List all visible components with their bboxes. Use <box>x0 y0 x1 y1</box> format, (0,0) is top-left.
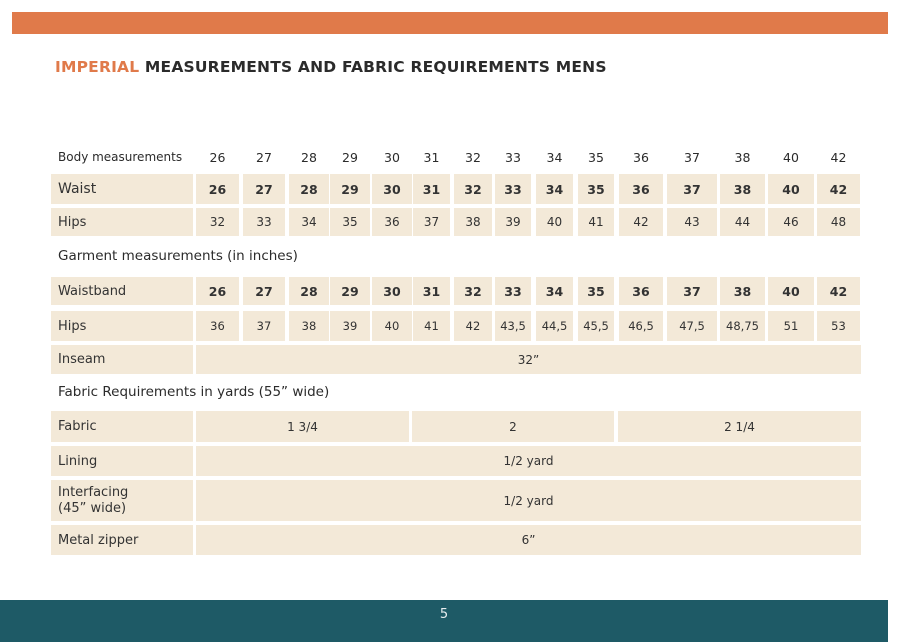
garment-hips-cell: 37 <box>243 311 285 341</box>
size-header: 36 <box>633 150 649 165</box>
body-hips-cell: 37 <box>413 208 450 236</box>
metal-zipper-label: Metal zipper <box>51 525 193 555</box>
title-rest: MEASUREMENTS AND FABRIC REQUIREMENTS MENS <box>139 58 607 76</box>
body-hips-cell: 46 <box>768 208 814 236</box>
body-hips-cell: 39 <box>495 208 531 236</box>
waistband-cell: 37 <box>667 277 717 305</box>
garment-hips-cell: 39 <box>330 311 370 341</box>
waistband-cell: 29 <box>330 277 370 305</box>
waist-cell: 28 <box>289 174 329 204</box>
body-hips-cell: 44 <box>720 208 765 236</box>
waist-cell: 29 <box>330 174 370 204</box>
waist-cell: 38 <box>720 174 765 204</box>
waistband-cell: 28 <box>289 277 329 305</box>
size-header: 33 <box>505 150 521 165</box>
body-hips-cell: 34 <box>289 208 329 236</box>
size-header: 29 <box>342 150 358 165</box>
size-header: 37 <box>684 150 700 165</box>
body-hips-cell: 36 <box>372 208 412 236</box>
waist-cell: 33 <box>495 174 531 204</box>
garment-hips-cell: 43,5 <box>495 311 531 341</box>
waist-cell: 32 <box>454 174 492 204</box>
size-header: 30 <box>384 150 400 165</box>
garment-hips-label: Hips <box>51 311 193 341</box>
lining-label: Lining <box>51 446 193 476</box>
title-accent: IMPERIAL <box>55 58 140 76</box>
waistband-cell: 34 <box>536 277 573 305</box>
interfacing-label: Interfacing (45” wide) <box>51 480 193 521</box>
waistband-cell: 33 <box>495 277 531 305</box>
fabric-label: Fabric <box>51 411 193 442</box>
waistband-cell: 26 <box>196 277 239 305</box>
waistband-cell: 30 <box>372 277 412 305</box>
garment-hips-cell: 51 <box>768 311 814 341</box>
lining-value: 1/2 yard <box>196 446 861 476</box>
size-header: 38 <box>734 150 751 165</box>
waistband-cell: 31 <box>413 277 450 305</box>
garment-hips-cell: 45,5 <box>578 311 614 341</box>
waistband-label: Waistband <box>51 277 193 305</box>
fabric-value: 2 <box>412 411 614 442</box>
metal-zipper-value: 6” <box>196 525 861 555</box>
waistband-cell: 35 <box>578 277 614 305</box>
garment-hips-cell: 46,5 <box>619 311 663 341</box>
waist-label: Waist <box>51 174 193 204</box>
page-title <box>55 58 607 76</box>
waist-cell: 37 <box>667 174 717 204</box>
footer-bar <box>0 600 888 642</box>
size-header: 31 <box>423 150 440 165</box>
garment-heading: Garment measurements (in inches) <box>58 248 298 264</box>
garment-hips-cell: 48,75 <box>720 311 765 341</box>
garment-hips-cell: 36 <box>196 311 239 341</box>
body-hips-cell: 32 <box>196 208 239 236</box>
waistband-cell: 36 <box>619 277 663 305</box>
body-hips-cell: 40 <box>536 208 573 236</box>
fabric-value: 2 1/4 <box>618 411 861 442</box>
waistband-cell: 40 <box>768 277 814 305</box>
size-header-row <box>51 150 861 168</box>
size-header: 26 <box>209 150 226 165</box>
waist-cell: 30 <box>372 174 412 204</box>
body-hips-cell: 43 <box>667 208 717 236</box>
size-header: 34 <box>546 150 563 165</box>
waist-cell: 42 <box>817 174 860 204</box>
garment-hips-cell: 38 <box>289 311 329 341</box>
size-header: 42 <box>830 150 847 165</box>
body-hips-cell: 35 <box>330 208 370 236</box>
fabric-heading: Fabric Requirements in yards (55” wide) <box>58 384 330 400</box>
top-accent-bar <box>12 12 888 34</box>
body-measurements-label: Body measurements <box>58 150 183 164</box>
size-header: 27 <box>256 150 272 165</box>
waist-cell: 34 <box>536 174 573 204</box>
waist-cell: 27 <box>243 174 285 204</box>
body-hips-label: Hips <box>51 208 193 236</box>
body-hips-cell: 33 <box>243 208 285 236</box>
garment-hips-cell: 47,5 <box>667 311 717 341</box>
inseam-value: 32” <box>196 345 861 374</box>
waistband-cell: 27 <box>243 277 285 305</box>
waistband-cell: 32 <box>454 277 492 305</box>
garment-hips-cell: 40 <box>372 311 412 341</box>
size-header: 35 <box>588 150 604 165</box>
garment-hips-cell: 41 <box>413 311 450 341</box>
page-number: 5 <box>439 607 449 622</box>
garment-hips-cell: 44,5 <box>536 311 573 341</box>
size-header: 32 <box>465 150 481 165</box>
size-header: 40 <box>783 150 799 165</box>
waist-cell: 31 <box>413 174 450 204</box>
waistband-cell: 42 <box>817 277 860 305</box>
waistband-cell: 38 <box>720 277 765 305</box>
fabric-value: 1 3/4 <box>196 411 409 442</box>
waist-cell: 26 <box>196 174 239 204</box>
body-hips-cell: 42 <box>619 208 663 236</box>
garment-hips-cell: 42 <box>454 311 492 341</box>
waist-cell: 35 <box>578 174 614 204</box>
interfacing-value: 1/2 yard <box>196 480 861 521</box>
body-hips-cell: 48 <box>817 208 860 236</box>
inseam-label: Inseam <box>51 345 193 374</box>
waist-cell: 40 <box>768 174 814 204</box>
size-header: 28 <box>301 150 317 165</box>
body-hips-cell: 38 <box>454 208 492 236</box>
garment-hips-cell: 53 <box>817 311 860 341</box>
body-hips-cell: 41 <box>578 208 614 236</box>
waist-cell: 36 <box>619 174 663 204</box>
